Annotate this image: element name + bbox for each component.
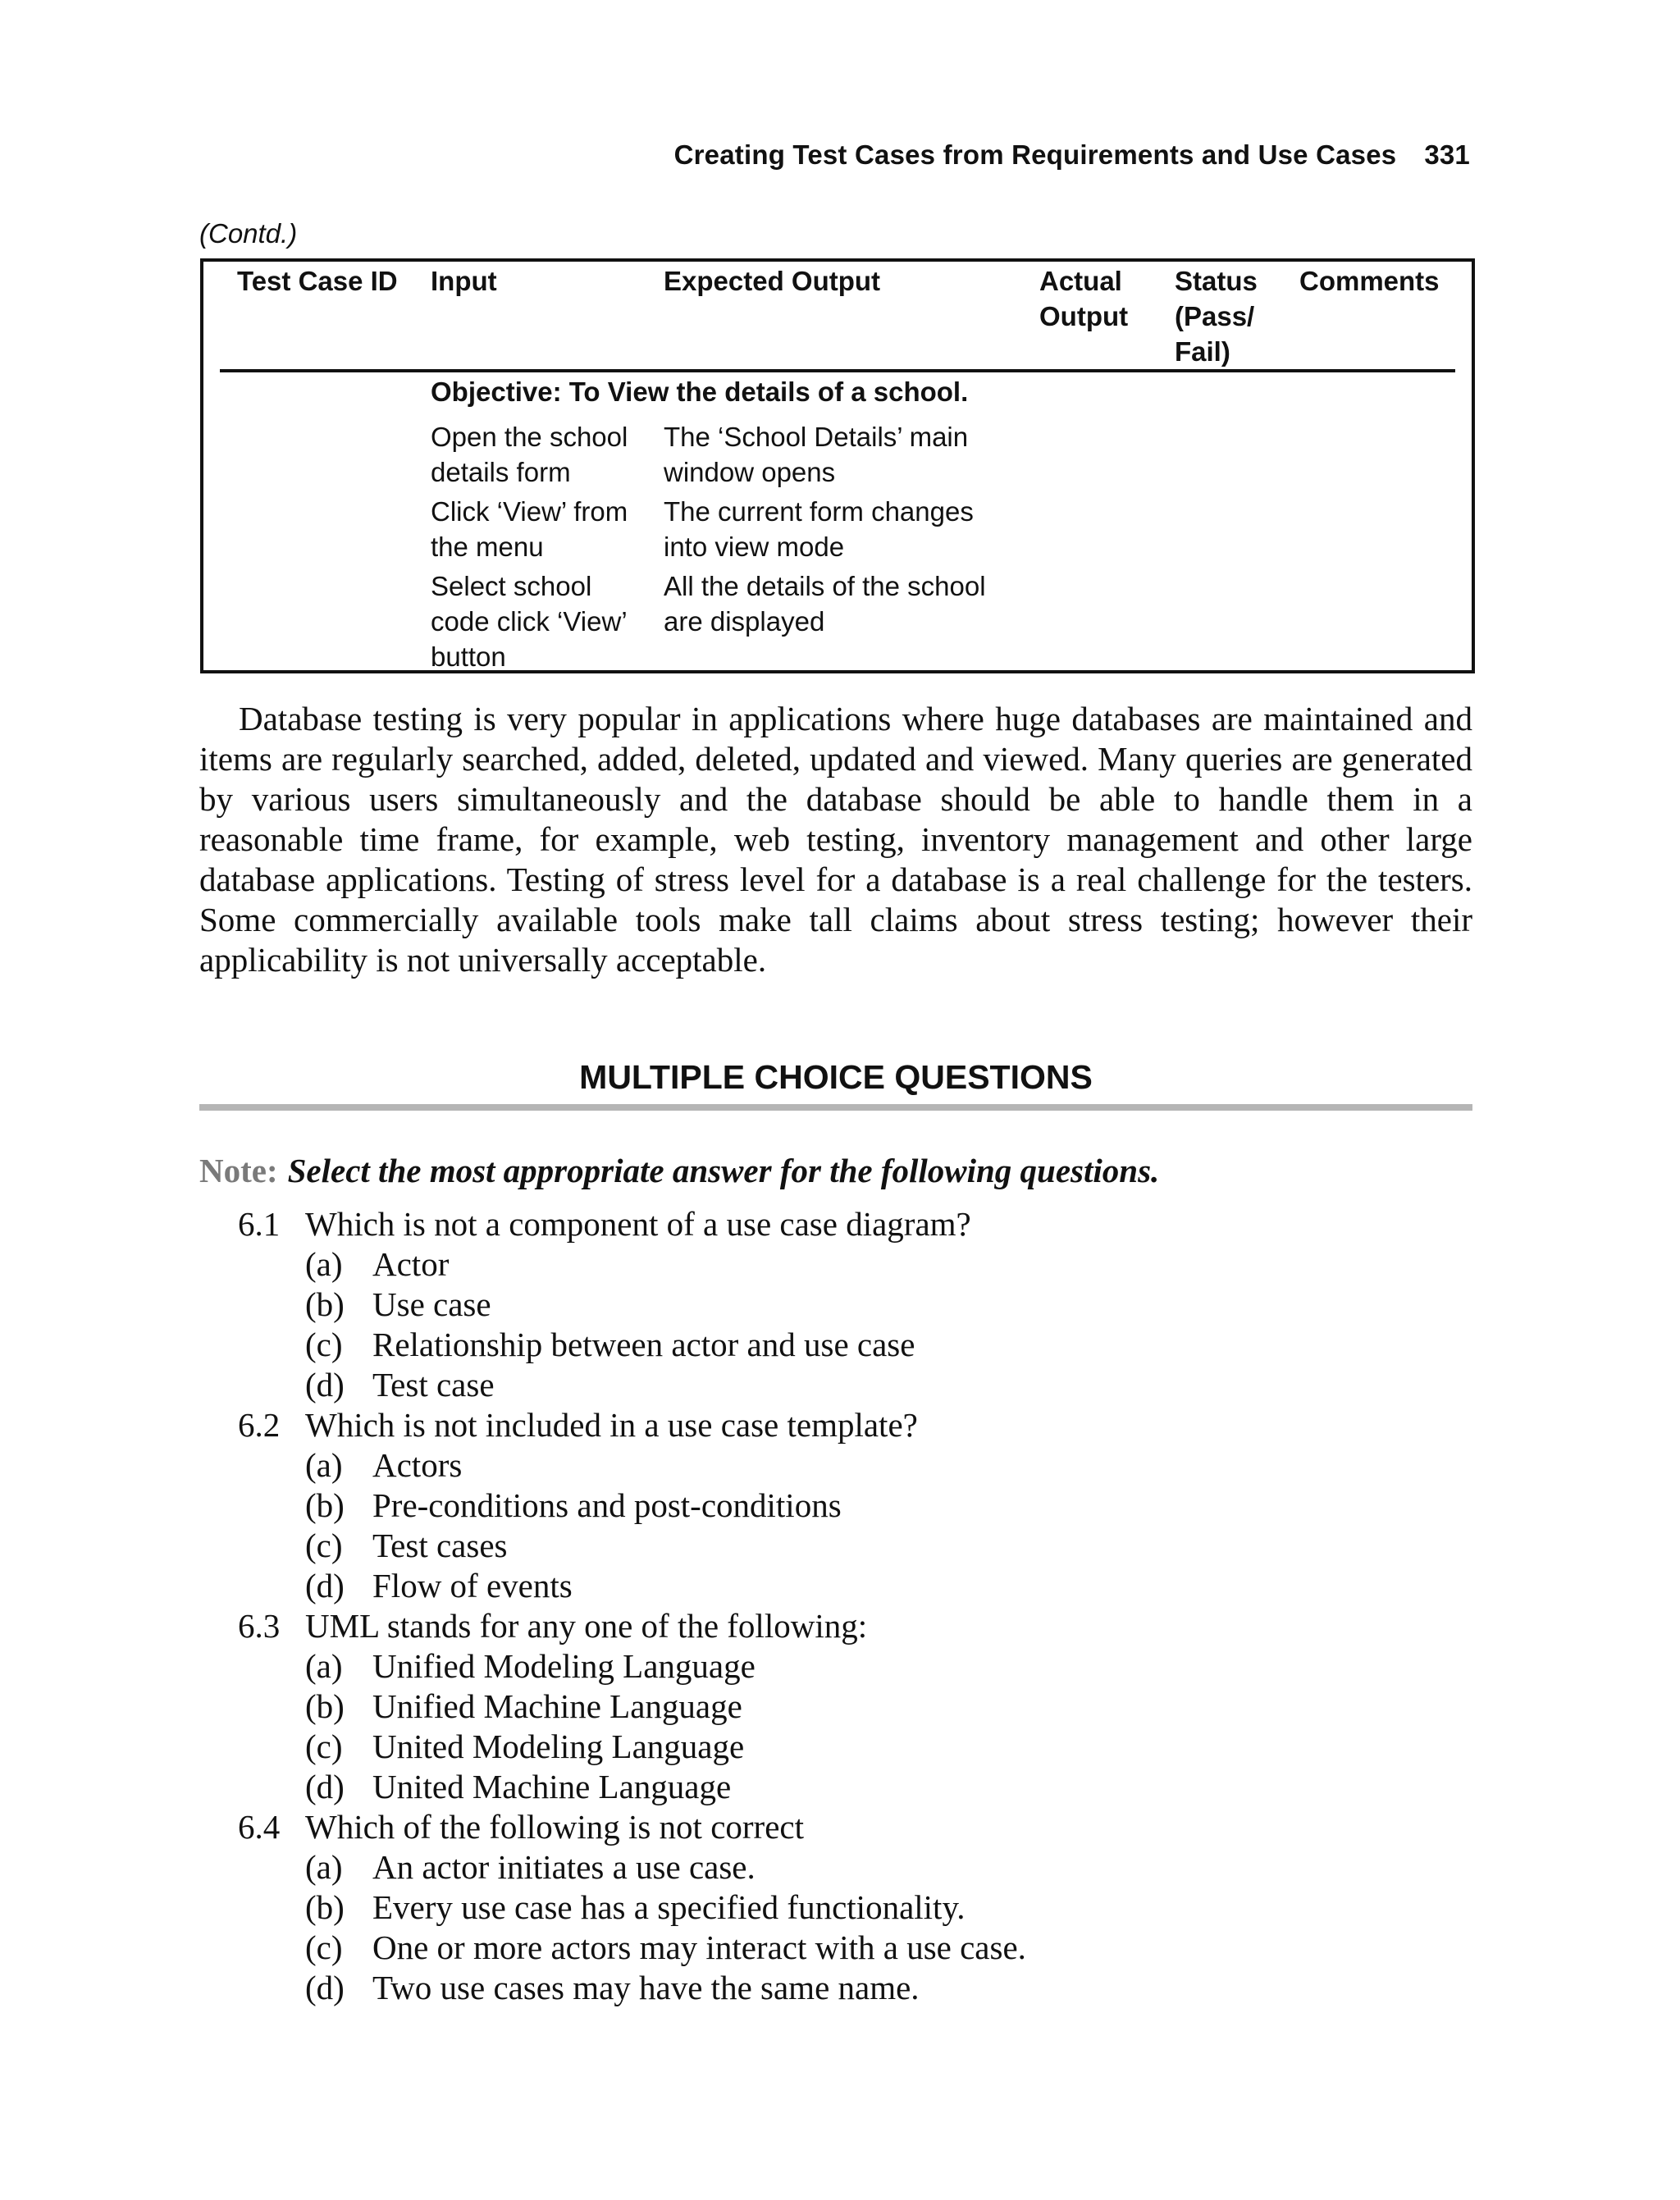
row-3-input-line-2: code click ‘View’ — [431, 606, 628, 637]
row-2-input — [431, 494, 628, 564]
row-2-output-line-2: into view mode — [664, 532, 845, 562]
row-3-output-line-2: are displayed — [664, 606, 825, 637]
option-text: An actor initiates a use case. — [372, 1848, 756, 1886]
option-text: Relationship between actor and use case — [372, 1326, 915, 1363]
question-number: 6.2 — [238, 1406, 281, 1444]
row-2-input-line-2: the menu — [431, 532, 544, 562]
row-1-expected-output — [664, 419, 968, 490]
option — [305, 1727, 744, 1767]
header-status — [1175, 263, 1258, 369]
option-text: United Machine Language — [372, 1768, 732, 1805]
option-letter: (a) — [305, 1245, 343, 1283]
question-text: UML stands for any one of the following: — [305, 1607, 868, 1645]
option — [305, 1285, 491, 1325]
note-label: Note: — [199, 1152, 278, 1189]
question-number: 6.3 — [238, 1607, 281, 1645]
option — [305, 1887, 966, 1928]
question-text: Which of the following is not correct — [305, 1808, 804, 1846]
question-6-4 — [238, 1807, 804, 1847]
option-letter: (a) — [305, 1848, 343, 1886]
row-2-input-line-1: Click ‘View’ from — [431, 496, 628, 527]
table-objective: Objective: To View the details of a school. — [431, 377, 969, 407]
option-letter: (a) — [305, 1446, 343, 1484]
option-text: Flow of events — [372, 1567, 573, 1604]
option-letter: (b) — [305, 1687, 345, 1725]
option-letter: (c) — [305, 1527, 343, 1564]
option — [305, 1767, 731, 1807]
option-letter: (a) — [305, 1647, 343, 1685]
option-letter: (b) — [305, 1486, 345, 1524]
section-title: MULTIPLE CHOICE QUESTIONS — [579, 1058, 1093, 1096]
option — [305, 1646, 756, 1687]
header-actual-line-2: Output — [1039, 301, 1129, 331]
question-text: Which is not included in a use case template? — [305, 1406, 918, 1444]
section-divider — [199, 1104, 1472, 1111]
question-6-3 — [238, 1606, 867, 1646]
option — [305, 1687, 742, 1727]
option-text: Actor — [372, 1245, 450, 1283]
chapter-title: Creating Test Cases from Requirements and Use Cases — [673, 139, 1397, 170]
note-text: Select the most appropriate answer for the following questions. — [287, 1152, 1160, 1189]
header-actual-output — [1039, 263, 1128, 334]
option-text: Unified Modeling Language — [372, 1647, 756, 1685]
running-head — [674, 139, 1470, 171]
question-6-2 — [238, 1405, 918, 1445]
row-1-input — [431, 419, 628, 490]
row-1-input-line-1: Open the school — [431, 422, 628, 452]
question-6-1 — [238, 1204, 971, 1244]
header-expected-output: Expected Output — [664, 266, 881, 296]
question-number: 6.1 — [238, 1205, 281, 1243]
row-1-output-line-1: The ‘School Details’ main — [664, 422, 969, 452]
option-text: Actors — [372, 1446, 463, 1484]
option — [305, 1526, 507, 1566]
header-divider — [220, 369, 1455, 372]
option-text: One or more actors may interact with a use case. — [372, 1928, 1026, 1966]
option — [305, 1486, 842, 1526]
row-3-input-line-1: Select school — [431, 571, 592, 601]
option-text: Use case — [372, 1285, 491, 1323]
option-letter: (b) — [305, 1888, 345, 1926]
option-text: Two use cases may have the same name. — [372, 1969, 920, 2006]
option-text: Pre-conditions and post-conditions — [372, 1486, 842, 1524]
row-3-input-line-3: button — [431, 641, 506, 672]
option — [305, 1365, 495, 1405]
option-letter: (d) — [305, 1969, 345, 2006]
row-1-input-line-2: details form — [431, 457, 571, 487]
instruction-note — [199, 1151, 1159, 1190]
page-number: 331 — [1424, 139, 1470, 170]
header-test-case-id: Test Case ID — [237, 266, 398, 296]
contd-label: (Contd.) — [199, 218, 298, 249]
row-2-expected-output — [664, 494, 974, 564]
option-letter: (c) — [305, 1326, 343, 1363]
option-letter: (b) — [305, 1285, 345, 1323]
header-input: Input — [431, 266, 497, 296]
option-letter: (d) — [305, 1768, 345, 1805]
option — [305, 1847, 756, 1887]
option-letter: (c) — [305, 1728, 343, 1765]
question-text: Which is not a component of a use case diagram? — [305, 1205, 971, 1243]
row-3-output-line-1: All the details of the school — [664, 571, 986, 601]
option-letter: (d) — [305, 1567, 345, 1604]
option-text: Unified Machine Language — [372, 1687, 742, 1725]
row-3-expected-output — [664, 568, 986, 639]
header-actual-line-1: Actual — [1039, 266, 1122, 296]
option — [305, 1445, 462, 1486]
row-3-input — [431, 568, 628, 674]
header-status-line-2: (Pass/ — [1175, 301, 1255, 331]
question-number: 6.4 — [238, 1808, 281, 1846]
option-text: Every use case has a specified functionality. — [372, 1888, 966, 1926]
row-1-output-line-2: window opens — [664, 457, 836, 487]
header-status-line-3: Fail) — [1175, 336, 1230, 367]
option — [305, 1968, 920, 2008]
option — [305, 1928, 1026, 1968]
option-letter: (d) — [305, 1366, 345, 1404]
row-2-output-line-1: The current form changes — [664, 496, 974, 527]
header-comments: Comments — [1299, 266, 1440, 296]
option-text: United Modeling Language — [372, 1728, 745, 1765]
option — [305, 1244, 449, 1285]
header-status-line-1: Status — [1175, 266, 1258, 296]
option-text: Test case — [372, 1366, 495, 1404]
option-letter: (c) — [305, 1928, 343, 1966]
option — [305, 1566, 573, 1606]
option — [305, 1325, 915, 1365]
body-paragraph: Database testing is very popular in applications where huge databases are maintained and items are regularly searched, added, deleted, updated and viewed. Many queries are generated by various users simultaneously and the database should be able to handle them in a reasonable time frame, for example, web testing, inventory management and other large database applications. Testing of stress level for a database is a real challenge for the testers. Some commercially available tools make tall claims about stress testing; however their applicability is not universally acceptable. — [199, 700, 1472, 979]
option-text: Test cases — [372, 1527, 508, 1564]
